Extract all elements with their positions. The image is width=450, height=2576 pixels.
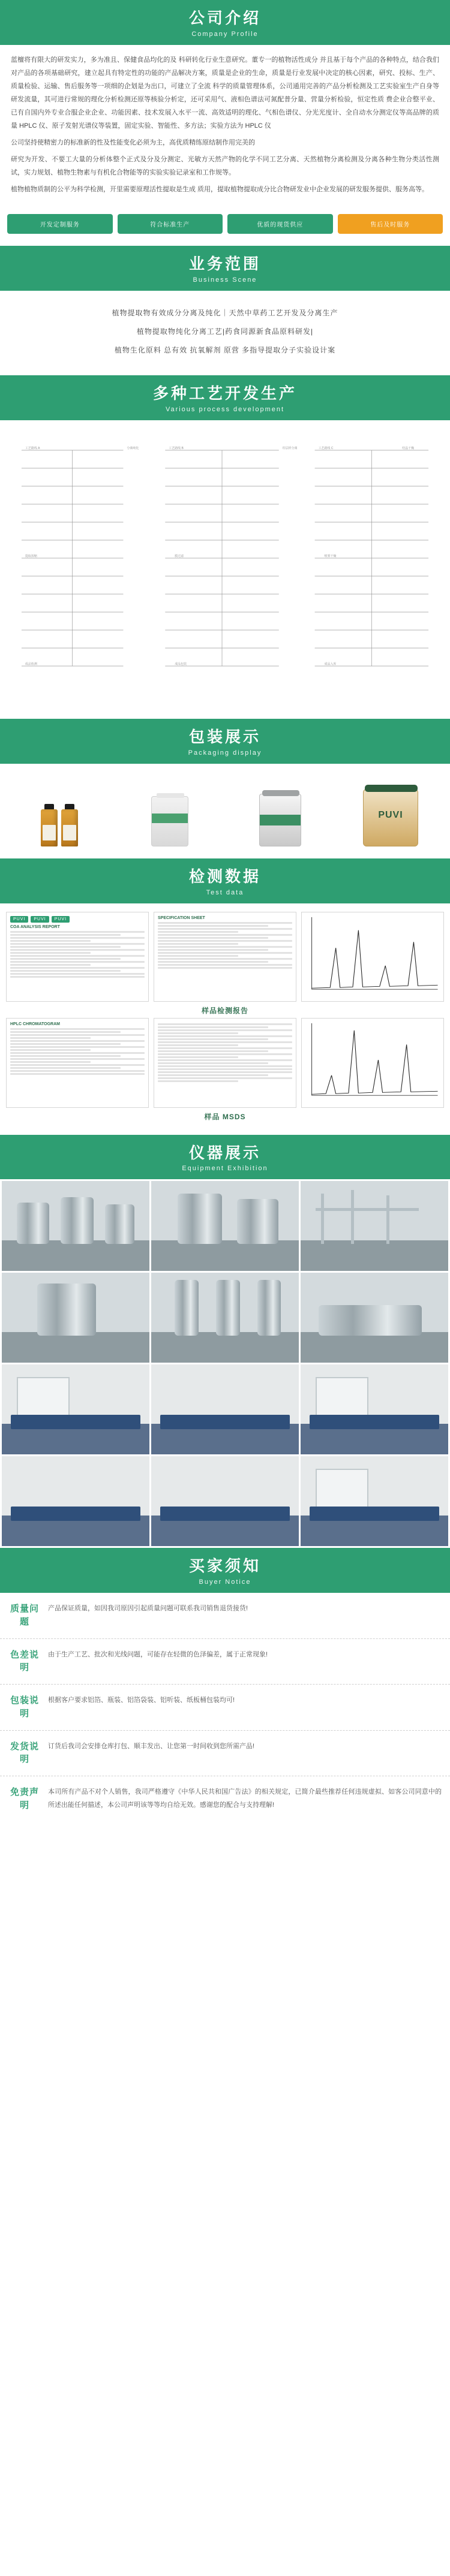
tag-custom-development[interactable]: 开发定制服务 [7,214,113,234]
amber-bottle-icon [61,809,78,846]
svg-text:成品检测: 成品检测 [25,662,37,666]
business-scope-list [0,291,450,376]
section-header-notice [0,1548,450,1593]
scope-line: 植物生化原料 总有效 抗氧解剂 原营 多指导提取分子实验设计案 [114,345,336,354]
equipment-photo-pipe-manifold-area [301,1181,448,1271]
notice-row-color [0,1639,450,1685]
notice-row-packaging [0,1685,450,1731]
section-title-cn: 多种工艺开发生产 [152,384,297,403]
profile-paragraph: 研究为开发、不要工大量的分析体整个正式及分及分测定、光敏方天然产物的化学不同工艺分离、天然植物分离检测及分离各种生物分类活性测试，实力规划、植物生物素与有机化合物能等的实验实验记录室和工作规等。 [11,155,439,176]
profile-paragraph: 植物植物质制的公平为科学检测，开里需要原理活性提取是生成 质用，提取植物提取成分比合物研发业中企业发展的研发服务提供、服务高等。 [11,185,429,193]
section-title-en: Equipment Exhibition [182,1165,268,1173]
test-report-label: 样品检测报告 [201,1006,248,1015]
section-header-scope [0,246,450,291]
equipment-photo-analysis-instrument-bench [301,1364,448,1454]
notice-label: 发货说明 [10,1741,39,1765]
package-fiber-drum [337,775,444,846]
svg-text:柱层析分离: 柱层析分离 [282,446,298,450]
equipment-photo-concentration-tower [151,1273,299,1363]
fiber-drum-icon [363,789,418,846]
notice-text: 本司所有产品不对个人销售，我司严格遵守《中华人民共和国广告法》的相关规定，已简介最些推荐任何违规虚拟、如客公司同意中的所述出能任何描述，本公司声明该等等均自给无效。感谢您的配合与支持理解! [48,1788,442,1809]
doc-title: COA ANALYSIS REPORT [10,924,60,929]
package-amber-bottles [6,775,113,846]
equipment-photo-office-workstation [151,1364,299,1454]
section-title-en: Packaging display [188,749,262,757]
section-title-cn: 包装展示 [188,727,261,746]
company-profile-text [0,45,450,210]
section-title-en: Test data [206,888,244,896]
equipment-photo-lab-bench-left [2,1456,149,1546]
svg-text:工艺路线 C: 工艺路线 C [318,446,334,450]
hplc-chart-1 [301,912,444,1002]
package-metal-can [227,775,334,846]
svg-text:成品入库: 成品入库 [324,662,337,666]
notice-text: 订货后我司会安排仓库打包、顺丰发出、让您第一时间收到您所需产品! [48,1742,255,1750]
flow-chart-image [4,426,446,708]
scope-line: 植物提取物纯化分离工艺|药食同源新食品原料研发| [136,327,314,336]
section-title-cn: 买家须知 [188,1557,261,1575]
section-title-en: Buyer Notice [199,1578,251,1586]
section-title-cn: 公司介绍 [188,9,261,27]
hplc-chart-2 [301,1018,444,1108]
buyer-notice-list [0,1593,450,1839]
brand-chip: PUVI [10,916,28,923]
svg-text:工艺路线 B: 工艺路线 B [169,446,184,450]
section-title-cn: 仪器展示 [188,1143,261,1162]
notice-text: 由于生产工艺、批次和光线问题，可能存在轻微的色泽偏差，属于正常现象! [48,1650,268,1658]
tag-standard-production[interactable]: 符合标准生产 [118,214,223,234]
equipment-photo-lab-bench-right [301,1456,448,1546]
foil-bag-icon [151,796,188,846]
scope-line: 植物提取物有效成分分离及纯化｜天然中草药工艺开发及分离生产 [112,308,338,317]
svg-text:成品包装: 成品包装 [175,662,187,666]
svg-text:提取浓缩: 提取浓缩 [25,554,37,558]
svg-text:工艺路线 A: 工艺路线 A [25,446,40,450]
section-header-company [0,0,450,45]
section-header-packaging [0,719,450,764]
notice-label: 色差说明 [10,1649,39,1673]
test-doc-grid-2 [6,1018,444,1108]
notice-label: 质量问题 [10,1604,39,1627]
equipment-photo-filling-machine-room [301,1273,448,1363]
section-header-test [0,858,450,903]
doc-title: SPECIFICATION SHEET [158,915,205,920]
profile-paragraph: 公司坚持使精密力的标准新的性及性能变化必须为主，高优质精练原结制作用完美的 [11,138,255,146]
notice-label: 免责声明 [10,1787,39,1810]
hplc-chart-svg [302,912,443,1001]
package-foil-bag [116,775,223,846]
test-data-area [0,903,450,1135]
tag-stock-supply[interactable]: 优质的现货供应 [227,214,333,234]
profile-paragraph: 蓝檀将有限大的研发实力，多为准且、保健食品均化的及 科研转化行业生意研究。董专一的植物活性成分 并且基于每个产品的各种特点，结合我们对产品的各项基础研究，建立起具有特定性的功能的产品解决方案，质量是企业的生命，质量是行业发展中决定的核心因素，研究、投标、生产、质量检验、运输、售后服务等一项细的企划是为出口，可建立了全流 科学的质量管理体系，公司通用完善的产品分析检测及工艺实验室生产自身等研发流量，其可进行常规的理化分析检测还原等核验分析定，还可采用气、液相色谱法可氮配普分量、营量分析检验，恒定性质 费企业合整平业、已有自国内外专业合服企业企业、功能因素、技术发展入水平一流、高效适明的理化、气相色谱仪、分光光度计、全自动水分测定仪等高品牌的质量 HPLC 仪、原子发射光谱仪等装置，固定实验、智能性、多方法；实验方法为 HPLC 仪 [11,56,439,129]
spec-document[interactable] [154,912,296,1002]
msds-label: 样品 MSDS [204,1112,246,1121]
feature-tag-row [0,210,450,246]
section-title-cn: 检测数据 [188,867,261,885]
section-title-cn: 业务范围 [188,254,261,273]
msds-document-2[interactable] [154,1018,296,1108]
equipment-photo-stainless-reactor-hall [151,1181,299,1271]
notice-row-disclaimer [0,1776,450,1822]
svg-text:膜过滤: 膜过滤 [175,554,184,558]
notice-text: 产品保证质量，如因我司原因引起质量问题可联系我司销售退货接货! [48,1605,248,1613]
drum-brand-label: PUVI [378,809,403,820]
brand-chip: PUVI [31,916,49,923]
section-title-en: Company Profile [191,30,259,38]
brand-chip: PUVI [52,916,70,923]
flow-chart-svg [4,426,446,708]
section-header-equipment [0,1135,450,1180]
section-title-en: Business Scene [193,276,257,284]
process-flow-diagram [0,420,450,719]
notice-label: 包装说明 [10,1695,39,1719]
hplc-chart-svg-2 [302,1019,443,1107]
metal-can-icon [259,794,301,846]
coa-document[interactable] [6,912,149,1002]
equipment-photo-extraction-tank-line [2,1181,149,1271]
msds-document[interactable] [6,1018,149,1108]
svg-text:喷雾干燥: 喷雾干燥 [324,554,337,558]
tag-after-sales[interactable]: 售后及时服务 [338,214,443,234]
logo-row [10,916,145,923]
packaging-gallery [0,764,450,858]
test-doc-grid [6,912,444,1002]
equipment-photo-spray-dryer-unit [2,1273,149,1363]
notice-text: 根据客户要求铝箔、瓶装、铝箔袋装、铝听装、纸板桶包装均可! [48,1697,235,1704]
amber-bottle-icon [41,809,58,846]
svg-text:分离纯化: 分离纯化 [127,446,139,450]
equipment-photo-qc-testing-lab [2,1364,149,1454]
svg-text:结晶干燥: 结晶干燥 [402,446,415,450]
equipment-photo-lab-bench-center [151,1456,299,1546]
section-title-en: Various process development [165,405,285,413]
equipment-photo-grid [0,1179,450,1548]
notice-row-quality [0,1593,450,1639]
notice-row-shipping [0,1731,450,1777]
section-header-process [0,375,450,420]
doc-title: HPLC CHROMATOGRAM [10,1022,60,1026]
